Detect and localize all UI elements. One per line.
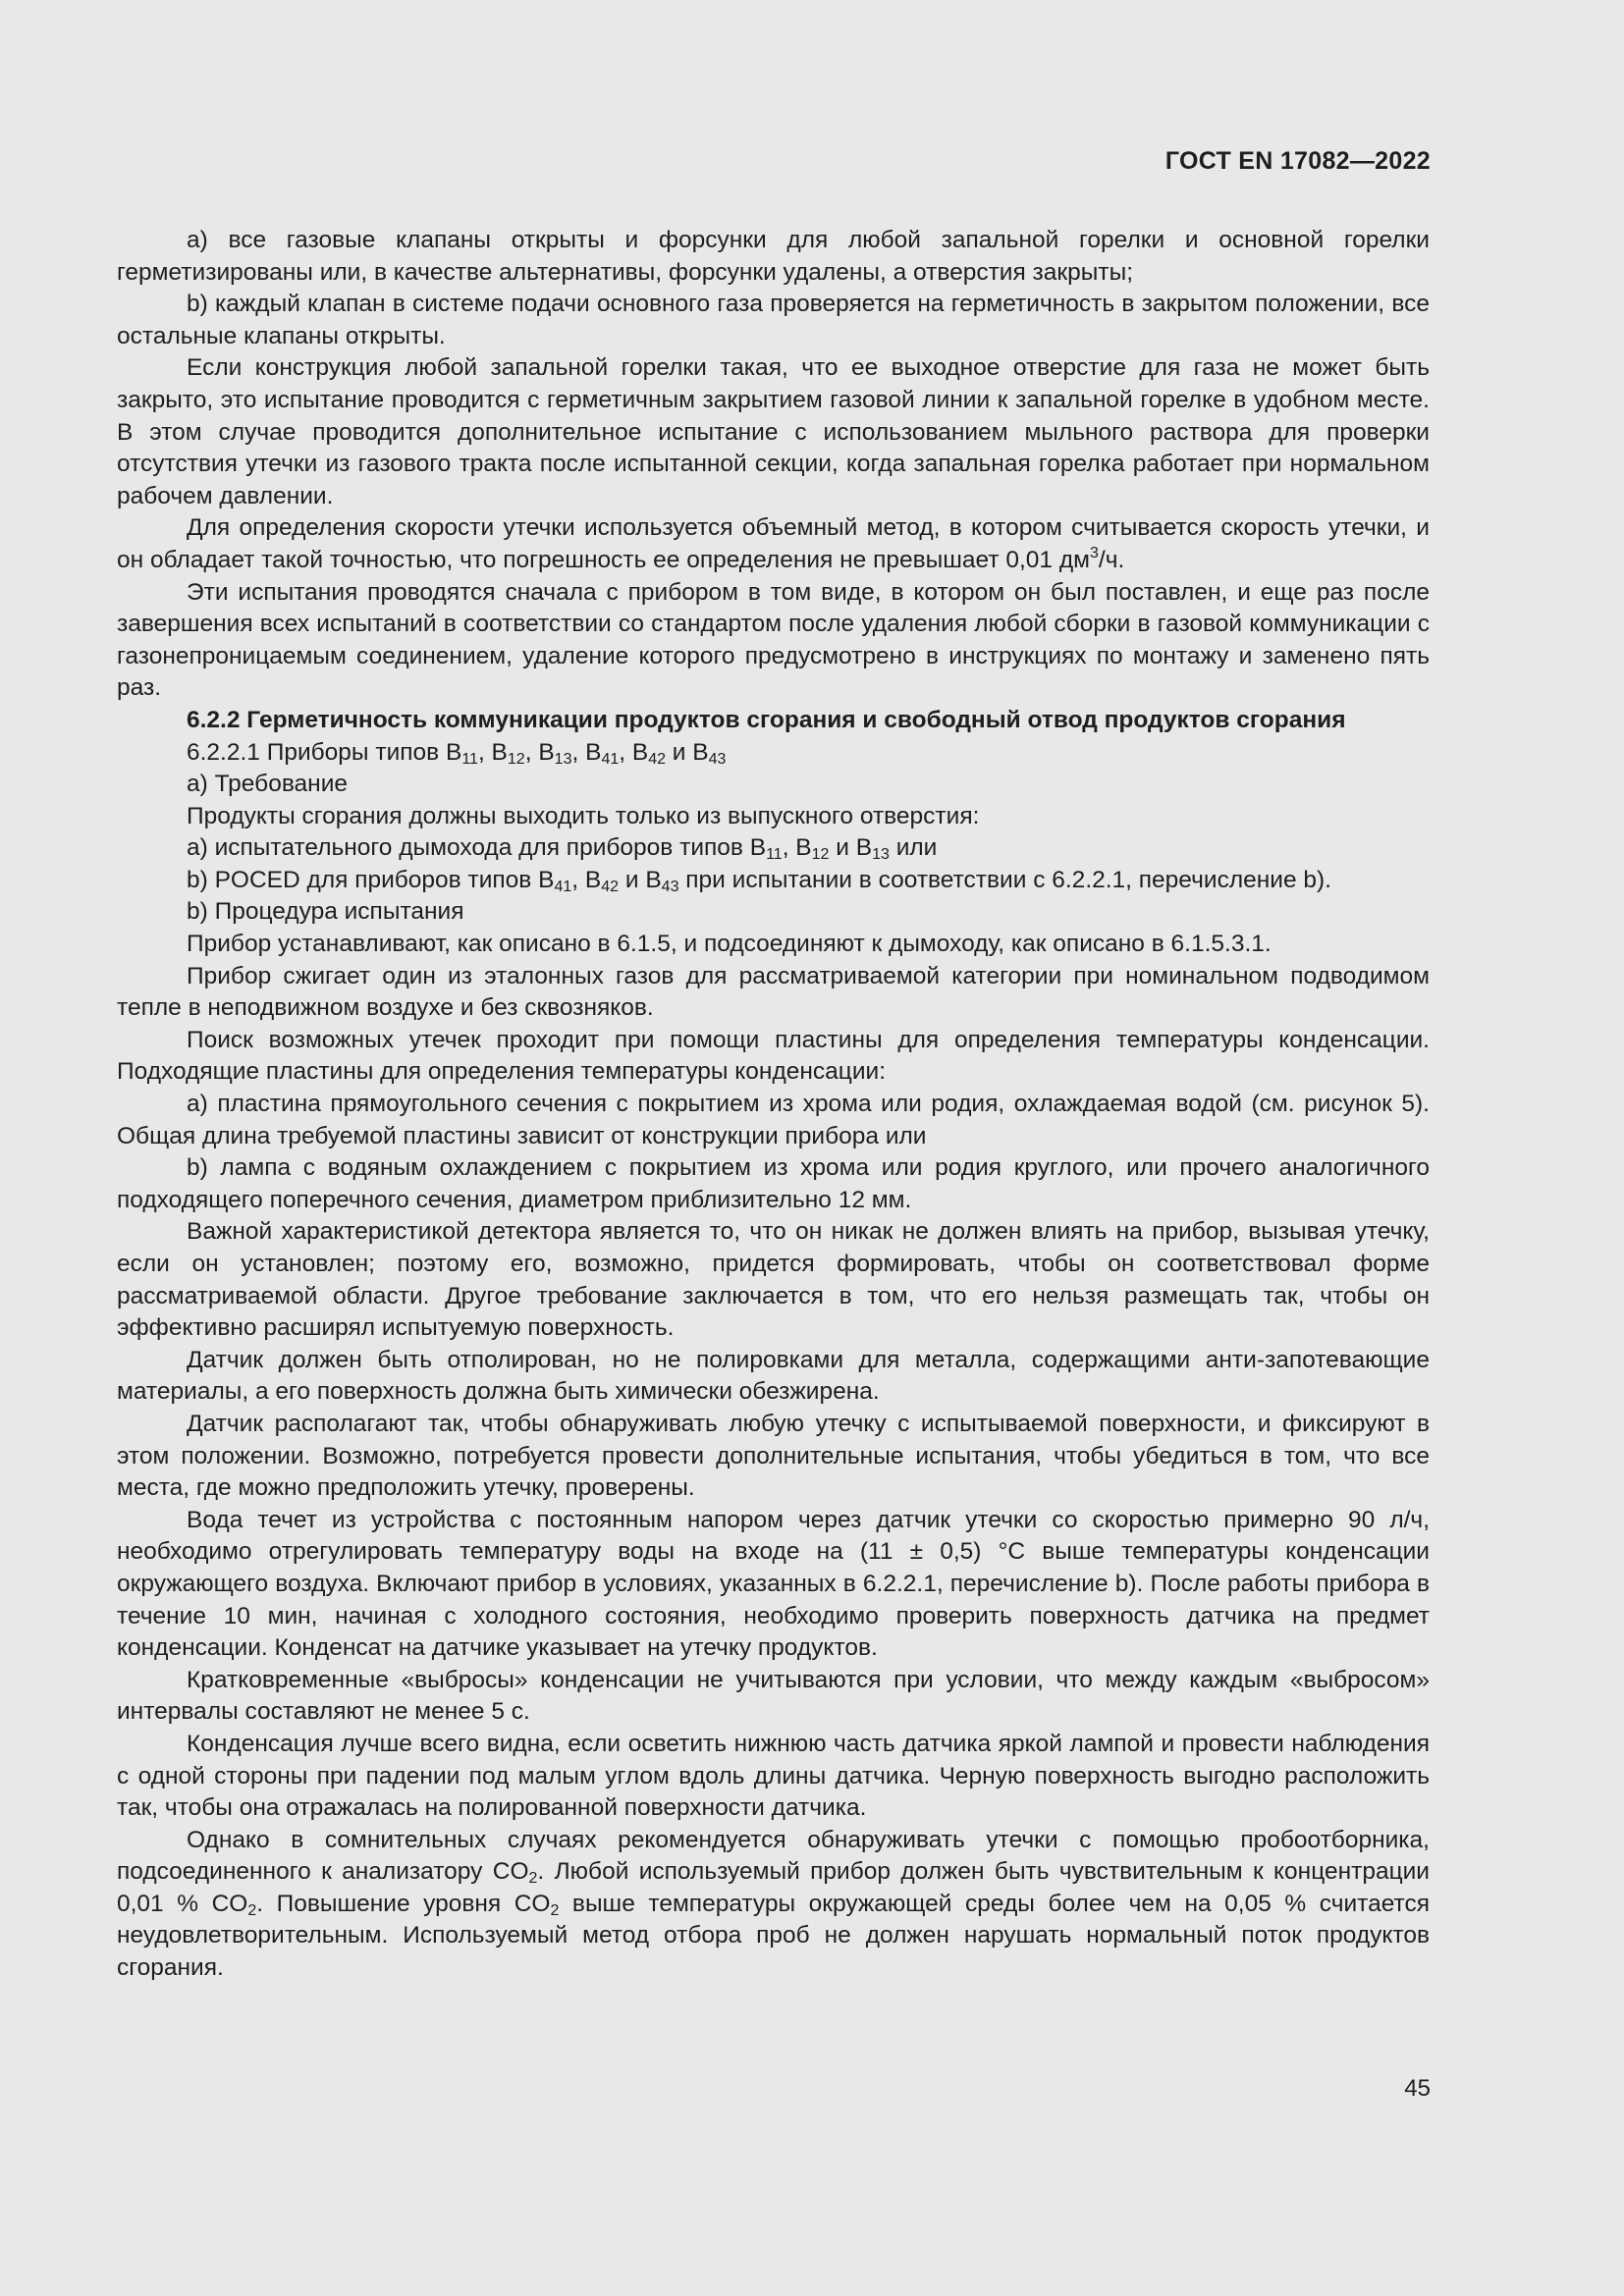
text-run: 3	[1089, 544, 1099, 561]
body-paragraph	[117, 1825, 1430, 1985]
text-run: 2	[247, 1901, 257, 1919]
text-run: 43	[661, 878, 679, 895]
text-run: Кратковременные «выбросы» конденсации не учитываются при условии, что между каждым «выбросом» интервалы составляют не менее 5 с.	[117, 1666, 1430, 1726]
body-paragraph	[117, 1216, 1430, 1344]
text-run: 2	[528, 1870, 538, 1888]
text-run: и B	[666, 738, 709, 766]
text-run: Эти испытания проводятся сначала с прибором в том виде, в котором он был поставлен, и еще раз после завершения всех испытаний в соответствии со стандартом после удаления любой сборки в газовой коммуникации с газонепроницаемым соединением, удаление которого предусмотрено в инструкциях по монтажу и заменено пять раз.	[117, 578, 1430, 702]
text-run: Продукты сгорания должны выходить только из выпускного отверстия:	[187, 802, 980, 829]
text-run: 42	[648, 750, 666, 768]
text-run: 13	[554, 750, 572, 768]
text-run: , B	[524, 738, 555, 766]
text-run: при испытании в соответствии с 6.2.2.1, перечисление b).	[678, 866, 1331, 893]
text-run: Поиск возможных утечек проходит при помощи пластины для определения температуры конденсации. Подходящие пластины для определения температуры конденсации:	[117, 1026, 1430, 1086]
body-paragraph	[117, 1089, 1430, 1152]
text-run: Датчик располагают так, чтобы обнаруживать любую утечку с испытываемой поверхности, и фиксируют в этом положении. Возможно, потребуется провести дополнительные испытания, чтобы убедиться в том, что все места, где можно предположить утечку, проверены.	[117, 1410, 1430, 1502]
text-run: Для определения скорости утечки используется объемный метод, в котором считывается скорость утечки, и он обладает такой точностью, что погрешность ее определения не превышает 0,01 дм	[117, 514, 1430, 573]
text-run: 12	[507, 750, 525, 768]
text-run: , B	[571, 738, 602, 766]
text-run: 42	[601, 878, 620, 895]
section-heading	[117, 705, 1430, 737]
text-run: b) каждый клапан в системе подачи основного газа проверяется на герметичность в закрытом положении, все остальные клапаны открыты.	[117, 291, 1430, 349]
body-paragraph	[117, 352, 1430, 512]
text-run: 12	[811, 846, 830, 864]
body-paragraph	[117, 865, 1430, 897]
text-run: a) все газовые клапаны открыты и форсунки для любой запальной горелки и основной горелки герметизированы или, в качестве альтернативы, форсунки удалены, а отверстия закрыты;	[117, 227, 1430, 286]
text-run: /ч.	[1098, 546, 1125, 573]
text-run: выше температуры окружающей среды более чем на 0,05 % считается неудовлетворительным. Используемый метод отбора проб не должен нарушать нормальный поток продуктов сгорания.	[117, 1890, 1430, 1982]
text-run: . Повышение уровня CO	[256, 1890, 551, 1917]
text-run: Однако в сомнительных случаях рекомендуется обнаруживать утечки с помощью пробоотборника, подсоединенного к анализатору CO	[117, 1826, 1430, 1886]
body-paragraph	[117, 1409, 1430, 1505]
body-paragraph	[117, 1345, 1430, 1409]
text-run: a) Требование	[187, 771, 349, 798]
body-paragraph	[117, 1665, 1430, 1729]
body-paragraph	[117, 512, 1430, 576]
text-run: b) Процедура испытания	[187, 898, 464, 926]
text-run: 11	[766, 846, 783, 864]
body-paragraph	[117, 1025, 1430, 1089]
text-run: Прибор сжигает один из эталонных газов для рассматриваемой категории при номинальном подводимом тепле в неподвижном воздухе и без сквозняков.	[117, 962, 1430, 1022]
body-paragraph	[117, 769, 1430, 801]
text-run: b) POCED для приборов типов B	[187, 866, 555, 893]
body-paragraph	[117, 577, 1430, 705]
text-run: и B	[619, 866, 662, 893]
text-run: Важной характеристикой детектора является то, что он никак не должен влиять на прибор, вызывая утечку, если он установлен; поэтому его, возможно, придется формировать, чтобы он соответствовал форме рассматриваемой области. Другое требование заключается в том, что его нельзя размещать так, чтобы он эффективно расширял испытуемую поверхность.	[117, 1218, 1430, 1342]
page-number: 45	[1404, 2075, 1431, 2102]
body-paragraph	[117, 801, 1430, 833]
text-run: Конденсация лучше всего видна, если осветить нижнюю часть датчика яркой лампой и провести наблюдения с одной стороны при падении под малым углом вдоль длины датчика. Черную поверхность выгодно расположить так, чтобы она отражалась на полированной поверхности датчика.	[117, 1730, 1430, 1822]
body-paragraph	[117, 737, 1430, 770]
text-run: , B	[477, 738, 508, 766]
text-run: , B	[619, 738, 649, 766]
text-run: a) пластина прямоугольного сечения с покрытием из хрома или родия, охлаждаемая водой (см. рисунок 5). Общая длина требуемой пластины зависит от конструкции прибора или	[117, 1091, 1430, 1149]
text-run: , B	[571, 866, 602, 893]
text-run: b) лампа с водяным охлаждением с покрытием из хрома или родия круглого, или прочего аналогичного подходящего поперечного сечения, диаметром приблизительно 12 мм.	[117, 1154, 1430, 1213]
body-paragraph	[117, 961, 1430, 1025]
text-run: Если конструкция любой запальной горелки такая, что ее выходное отверстие для газа не может быть закрыто, это испытание проводится с герметичным закрытием газовой линии к запальной горелке в удобном месте. В этом случае проводится дополнительное испытание с использованием мыльного раствора для проверки отсутствия утечки из газового тракта после испытанной секции, когда запальная горелка работает при нормальном рабочем давлении.	[117, 354, 1430, 509]
text-run: , B	[782, 834, 812, 862]
body-paragraph	[117, 1505, 1430, 1665]
text-run: 11	[461, 750, 478, 768]
text-run: 2	[550, 1901, 560, 1919]
document-header: ГОСТ EN 17082—2022	[1164, 147, 1431, 175]
body-paragraph	[117, 1729, 1430, 1825]
text-run: 6.2.2.1 Приборы типов B	[187, 738, 462, 766]
text-run: 43	[708, 750, 727, 768]
text-run: Вода течет из устройства с постоянным напором через датчик утечки со скоростью примерно 90 л/ч, необходимо отрегулировать температуру воды на входе на (11 ± 0,5) °С выше температуры конденсации окружающего воздуха. Включают прибор в условиях, указанных в 6.2.2.1, перечисление b). После работы прибора в течение 10 мин, начиная с холодного состояния, необходимо проверить поверхность датчика на предмет конденсации. Конденсат на датчике указывает на утечку продуктов.	[117, 1506, 1430, 1662]
body-paragraph	[117, 1152, 1430, 1216]
text-run: . Любой используемый прибор должен быть чувствительным к концентрации 0,01 % CO	[117, 1858, 1430, 1917]
text-run: или	[889, 834, 938, 862]
text-run: Прибор устанавливают, как описано в 6.1.5, и подсоединяют к дымоходу, как описано в 6.1.5.3.1.	[187, 931, 1272, 958]
text-run: 41	[554, 878, 572, 895]
text-run: a) испытательного дымохода для приборов типов B	[187, 834, 767, 862]
body-paragraph	[117, 289, 1430, 352]
text-run: 41	[601, 750, 620, 768]
body-paragraph	[117, 896, 1430, 929]
text-run: 6.2.2 Герметичность коммуникации продуктов сгорания и свободный отвод продуктов сгорания	[187, 706, 1346, 733]
body-paragraph	[117, 832, 1430, 865]
text-run: Датчик должен быть отполирован, но не полировками для металла, содержащими анти-запотевающие материалы, а его поверхность должна быть химически обезжирена.	[117, 1346, 1430, 1406]
text-run: и B	[829, 834, 873, 862]
text-run: 13	[872, 846, 890, 864]
body-paragraph	[117, 929, 1430, 961]
body-paragraph	[117, 225, 1430, 289]
document-body	[117, 225, 1430, 1985]
